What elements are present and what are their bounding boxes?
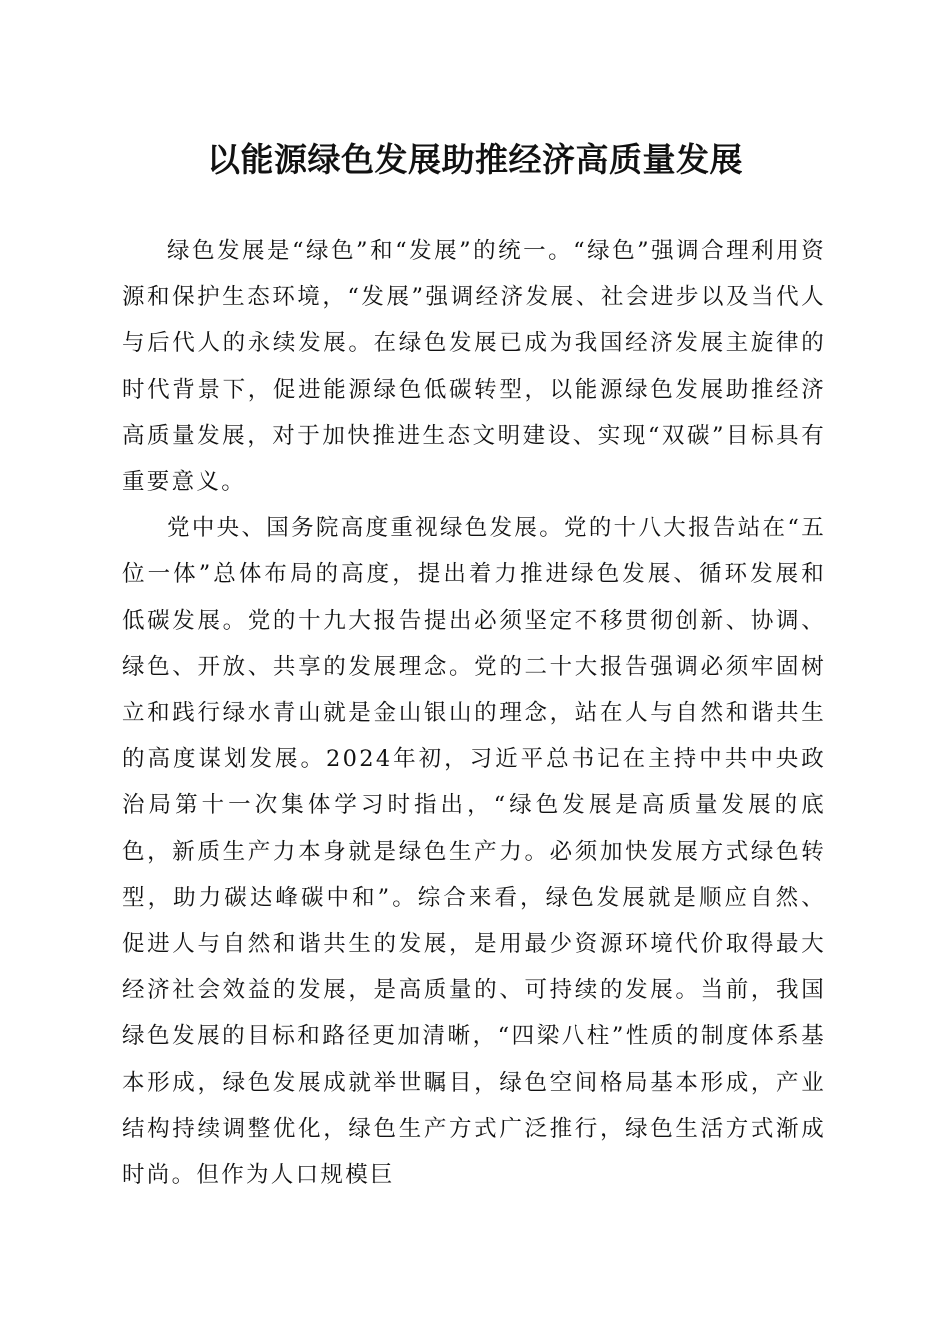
document-body <box>122 228 826 1198</box>
paragraph-2: 党中央、国务院高度重视绿色发展。党的十八大报告站在“五位一体”总体布局的高度，提出着力推进绿色发展、循环发展和低碳发展。党的十九大报告提出必须坚定不移贯彻创新、协调、绿色、开放、共享的发展理念。党的二十大报告强调必须牢固树立和践行绿水青山就是金山银山的理念，站在人与自然和谐共生的高度谋划发展。2024年初，习近平总书记在主持中共中央政治局第十一次集体学习时指出，“绿色发展是高质量发展的底色，新质生产力本身就是绿色生产力。必须加快发展方式绿色转型，助力碳达峰碳中和”。综合来看，绿色发展就是顺应自然、促进人与自然和谐共生的发展，是用最少资源环境代价取得最大经济社会效益的发展，是高质量的、可持续的发展。当前，我国绿色发展的目标和路径更加清晰，“四梁八柱”性质的制度体系基本形成，绿色发展成就举世瞩目，绿色空间格局基本形成，产业结构持续调整优化，绿色生产方式广泛推行，绿色生活方式渐成时尚。但作为人口规模巨 <box>122 515 826 1189</box>
paragraph-1: 绿色发展是“绿色”和“发展”的统一。“绿色”强调合理利用资源和保护生态环境，“发展”强调经济发展、社会进步以及当代人与后代人的永续发展。在绿色发展已成为我国经济发展主旋律的时代背景下，促进能源绿色低碳转型，以能源绿色发展助推经济高质量发展，对于加快推进生态文明建设、实现“双碳”目标具有重要意义。 <box>122 238 826 496</box>
document-title: 以能源绿色发展助推经济高质量发展 <box>207 140 743 179</box>
